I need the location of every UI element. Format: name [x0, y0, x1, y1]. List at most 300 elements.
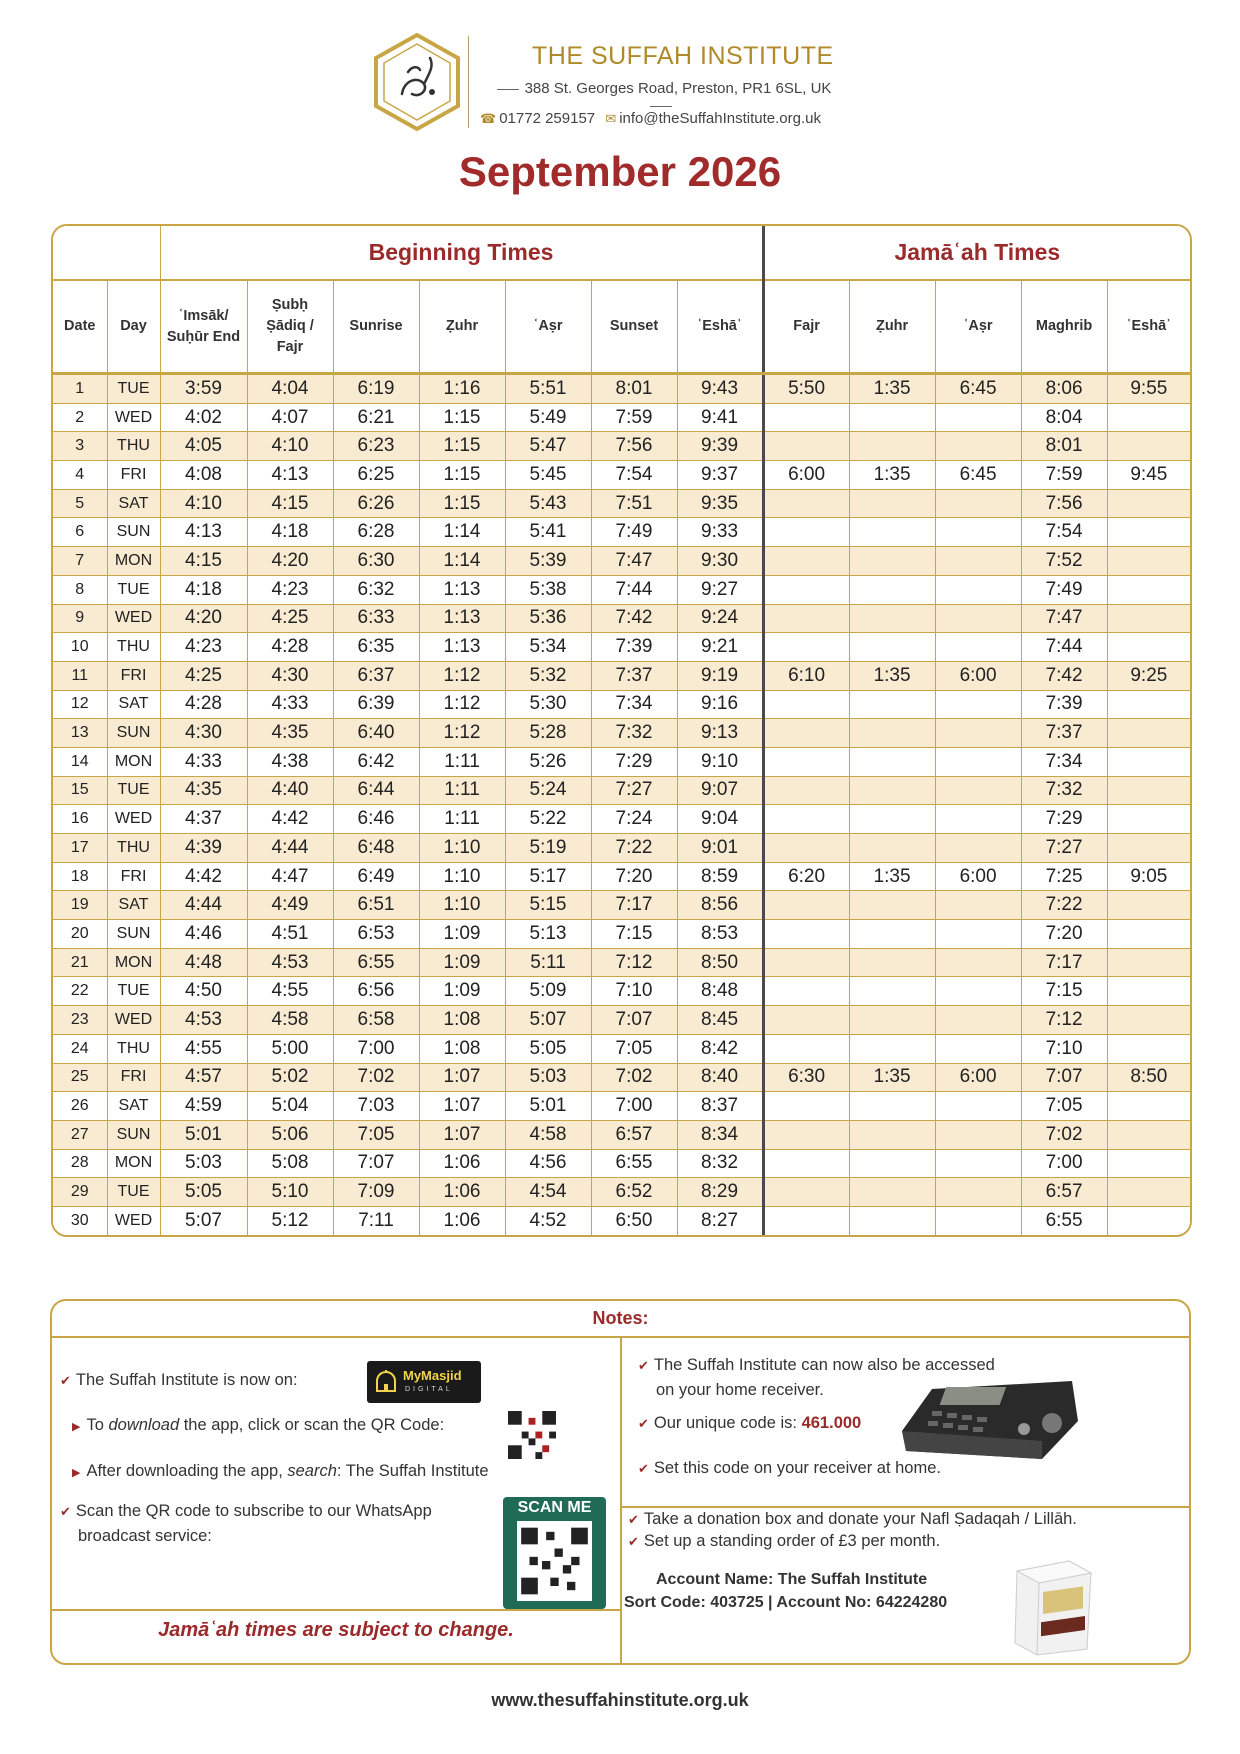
- cell-asr: 5:15: [505, 891, 591, 920]
- cell-subh: 4:20: [247, 547, 333, 576]
- cell-day: WED: [107, 604, 160, 633]
- cell-j-asr: 6:45: [935, 461, 1021, 490]
- cell-subh: 5:06: [247, 1120, 333, 1149]
- header: [372, 32, 892, 142]
- cell-sunset: 7:00: [591, 1092, 677, 1121]
- cell-sunrise: 6:23: [333, 432, 419, 461]
- cell-j-asr: 6:00: [935, 661, 1021, 690]
- cell-esha: 9:41: [677, 403, 763, 432]
- cell-sunset: 6:52: [591, 1178, 677, 1207]
- cell-j-zuhr: [849, 1092, 935, 1121]
- cell-sunset: 7:39: [591, 633, 677, 662]
- cell-j-esha: [1107, 1178, 1190, 1207]
- cell-j-maghrib: 7:25: [1021, 862, 1107, 891]
- cell-esha: 8:50: [677, 948, 763, 977]
- tick-icon: ✔: [628, 1534, 639, 1549]
- cell-j-zuhr: [849, 1034, 935, 1063]
- cell-j-esha: [1107, 432, 1190, 461]
- cell-date: 25: [53, 1063, 107, 1092]
- cell-asr: 4:56: [505, 1149, 591, 1178]
- tick-icon: ✔: [628, 1512, 639, 1527]
- cell-j-maghrib: 7:27: [1021, 834, 1107, 863]
- cell-sunrise: 6:56: [333, 977, 419, 1006]
- cell-asr: 5:45: [505, 461, 591, 490]
- note-receiver: ✔ The Suffah Institute can now also be accessed on your home receiver.: [638, 1356, 995, 1399]
- cell-zuhr: 1:15: [419, 432, 505, 461]
- notes-divider: [620, 1336, 622, 1663]
- cell-j-asr: [935, 518, 1021, 547]
- cell-j-maghrib: 7:20: [1021, 920, 1107, 949]
- cell-date: 1: [53, 374, 107, 404]
- cell-imsak: 4:28: [160, 690, 247, 719]
- cell-esha: 9:04: [677, 805, 763, 834]
- cell-date: 4: [53, 461, 107, 490]
- cell-day: SAT: [107, 1092, 160, 1121]
- cell-sunrise: 7:02: [333, 1063, 419, 1092]
- cell-sunrise: 7:05: [333, 1120, 419, 1149]
- cell-j-esha: [1107, 834, 1190, 863]
- cell-sunrise: 6:42: [333, 747, 419, 776]
- cell-asr: 5:41: [505, 518, 591, 547]
- cell-j-maghrib: 7:56: [1021, 489, 1107, 518]
- cell-sunset: 7:02: [591, 1063, 677, 1092]
- cell-esha: 9:01: [677, 834, 763, 863]
- cell-sunrise: 6:35: [333, 633, 419, 662]
- cell-j-fajr: [763, 719, 849, 748]
- cell-j-zuhr: [849, 1006, 935, 1035]
- cell-zuhr: 1:11: [419, 776, 505, 805]
- cell-subh: 4:23: [247, 575, 333, 604]
- cell-esha: 8:53: [677, 920, 763, 949]
- cell-day: SAT: [107, 891, 160, 920]
- mymasjid-logo[interactable]: [367, 1361, 481, 1403]
- cell-day: SAT: [107, 489, 160, 518]
- cell-date: 12: [53, 690, 107, 719]
- cell-j-esha: [1107, 977, 1190, 1006]
- cell-asr: 4:52: [505, 1206, 591, 1234]
- cell-j-asr: [935, 747, 1021, 776]
- cell-date: 10: [53, 633, 107, 662]
- cell-asr: 5:01: [505, 1092, 591, 1121]
- cell-date: 17: [53, 834, 107, 863]
- tick-icon: ✔: [638, 1358, 649, 1373]
- cell-j-esha: [1107, 1034, 1190, 1063]
- cell-j-zuhr: [849, 1206, 935, 1234]
- cell-sunrise: 6:51: [333, 891, 419, 920]
- cell-j-zuhr: [849, 977, 935, 1006]
- cell-j-asr: [935, 1178, 1021, 1207]
- cell-j-fajr: [763, 633, 849, 662]
- cell-j-maghrib: 7:32: [1021, 776, 1107, 805]
- cell-j-zuhr: 1:35: [849, 461, 935, 490]
- cell-j-maghrib: 8:04: [1021, 403, 1107, 432]
- table-row: [53, 1149, 1190, 1178]
- cell-sunrise: 6:48: [333, 834, 419, 863]
- table-row: [53, 633, 1190, 662]
- cell-j-maghrib: 7:12: [1021, 1006, 1107, 1035]
- cell-j-zuhr: [849, 891, 935, 920]
- cell-j-zuhr: [849, 575, 935, 604]
- cell-j-asr: [935, 805, 1021, 834]
- col-jamah-asr: ʿAṣr: [935, 280, 1021, 374]
- cell-subh: 4:33: [247, 690, 333, 719]
- cell-imsak: 3:59: [160, 374, 247, 404]
- cell-j-asr: [935, 1092, 1021, 1121]
- cell-day: FRI: [107, 661, 160, 690]
- cell-zuhr: 1:08: [419, 1006, 505, 1035]
- cell-j-maghrib: 8:06: [1021, 374, 1107, 404]
- cell-zuhr: 1:15: [419, 461, 505, 490]
- cell-subh: 4:04: [247, 374, 333, 404]
- cell-subh: 4:42: [247, 805, 333, 834]
- cell-imsak: 4:15: [160, 547, 247, 576]
- cell-subh: 5:08: [247, 1149, 333, 1178]
- col-zuhr: Ẓuhr: [419, 280, 505, 374]
- cell-zuhr: 1:14: [419, 518, 505, 547]
- email-icon: ✉: [605, 111, 617, 126]
- cell-j-zuhr: [849, 1178, 935, 1207]
- cell-date: 9: [53, 604, 107, 633]
- cell-j-asr: [935, 575, 1021, 604]
- cell-esha: 8:27: [677, 1206, 763, 1234]
- cell-asr: 5:19: [505, 834, 591, 863]
- cell-day: MON: [107, 1149, 160, 1178]
- table-row: [53, 805, 1190, 834]
- arrow-icon: ▶: [72, 1467, 81, 1479]
- cell-sunset: 7:22: [591, 834, 677, 863]
- cell-sunrise: 6:55: [333, 948, 419, 977]
- cell-sunset: 7:54: [591, 461, 677, 490]
- cell-j-asr: [935, 977, 1021, 1006]
- cell-date: 11: [53, 661, 107, 690]
- cell-date: 21: [53, 948, 107, 977]
- group-header-jamah: Jamāʿah Times: [763, 226, 1190, 280]
- cell-esha: 9:07: [677, 776, 763, 805]
- cell-zuhr: 1:12: [419, 661, 505, 690]
- cell-sunset: 7:44: [591, 575, 677, 604]
- cell-day: TUE: [107, 776, 160, 805]
- cell-subh: 4:53: [247, 948, 333, 977]
- cell-subh: 4:44: [247, 834, 333, 863]
- cell-asr: 5:28: [505, 719, 591, 748]
- note-donate: ✔ Take a donation box and donate your Nafl Ṣadaqah / Lillāh.: [628, 1510, 1077, 1528]
- cell-day: SUN: [107, 518, 160, 547]
- cell-j-fajr: [763, 948, 849, 977]
- table-row: [53, 719, 1190, 748]
- cell-j-esha: [1107, 547, 1190, 576]
- org-email[interactable]: info@theSuffahInstitute.org.uk: [619, 110, 821, 127]
- cell-sunset: 7:49: [591, 518, 677, 547]
- cell-zuhr: 1:12: [419, 690, 505, 719]
- cell-j-asr: [935, 604, 1021, 633]
- cell-j-fajr: 5:50: [763, 374, 849, 404]
- table-row: [53, 776, 1190, 805]
- cell-asr: 5:05: [505, 1034, 591, 1063]
- cell-j-asr: [935, 1006, 1021, 1035]
- cell-sunrise: 6:49: [333, 862, 419, 891]
- cell-j-esha: [1107, 719, 1190, 748]
- cell-j-esha: [1107, 948, 1190, 977]
- cell-j-maghrib: 7:29: [1021, 805, 1107, 834]
- cell-esha: 9:37: [677, 461, 763, 490]
- cell-j-fajr: [763, 1178, 849, 1207]
- cell-esha: 8:40: [677, 1063, 763, 1092]
- cell-j-asr: [935, 489, 1021, 518]
- cell-subh: 4:13: [247, 461, 333, 490]
- cell-zuhr: 1:15: [419, 489, 505, 518]
- cell-esha: 9:16: [677, 690, 763, 719]
- logo-hexagon-icon: [372, 32, 462, 132]
- cell-j-asr: [935, 948, 1021, 977]
- cell-day: THU: [107, 432, 160, 461]
- cell-j-maghrib: 7:49: [1021, 575, 1107, 604]
- col-asr: ʿAṣr: [505, 280, 591, 374]
- cell-subh: 4:18: [247, 518, 333, 547]
- tick-icon: ✔: [60, 1373, 71, 1388]
- col-date: Date: [53, 280, 107, 374]
- cell-zuhr: 1:07: [419, 1092, 505, 1121]
- table-row: [53, 547, 1190, 576]
- cell-date: 14: [53, 747, 107, 776]
- cell-sunrise: 6:30: [333, 547, 419, 576]
- cell-sunrise: 6:25: [333, 461, 419, 490]
- cell-zuhr: 1:16: [419, 374, 505, 404]
- cell-date: 28: [53, 1149, 107, 1178]
- cell-zuhr: 1:06: [419, 1149, 505, 1178]
- cell-subh: 4:49: [247, 891, 333, 920]
- org-address: 388 St. Georges Road, Preston, PR1 6SL, UK: [478, 80, 844, 114]
- cell-zuhr: 1:14: [419, 547, 505, 576]
- table-row: [53, 432, 1190, 461]
- cell-imsak: 4:30: [160, 719, 247, 748]
- timetable-body: [53, 374, 1190, 1235]
- cell-asr: 5:43: [505, 489, 591, 518]
- cell-date: 30: [53, 1206, 107, 1234]
- cell-day: WED: [107, 1006, 160, 1035]
- cell-zuhr: 1:11: [419, 805, 505, 834]
- cell-esha: 9:33: [677, 518, 763, 547]
- cell-esha: 8:42: [677, 1034, 763, 1063]
- cell-imsak: 4:37: [160, 805, 247, 834]
- cell-subh: 4:35: [247, 719, 333, 748]
- cell-sunrise: 7:07: [333, 1149, 419, 1178]
- cell-j-fajr: [763, 518, 849, 547]
- cell-asr: 5:36: [505, 604, 591, 633]
- cell-esha: 8:37: [677, 1092, 763, 1121]
- cell-asr: 5:09: [505, 977, 591, 1006]
- cell-zuhr: 1:13: [419, 575, 505, 604]
- cell-asr: 5:30: [505, 690, 591, 719]
- cell-esha: 9:10: [677, 747, 763, 776]
- cell-j-asr: [935, 633, 1021, 662]
- cell-j-esha: [1107, 633, 1190, 662]
- col-day: Day: [107, 280, 160, 374]
- org-contact: [480, 110, 821, 127]
- tick-icon: ✔: [638, 1416, 649, 1431]
- table-row: [53, 690, 1190, 719]
- cell-date: 7: [53, 547, 107, 576]
- cell-j-maghrib: 7:10: [1021, 1034, 1107, 1063]
- donation-box-icon: [1007, 1557, 1095, 1657]
- cell-j-fajr: [763, 776, 849, 805]
- cell-date: 5: [53, 489, 107, 518]
- cell-j-asr: 6:00: [935, 1063, 1021, 1092]
- col-jamah-maghrib: Maghrib: [1021, 280, 1107, 374]
- cell-zuhr: 1:07: [419, 1120, 505, 1149]
- cell-imsak: 4:46: [160, 920, 247, 949]
- footer-website[interactable]: www.thesuffahinstitute.org.uk: [491, 1690, 749, 1710]
- cell-j-esha: [1107, 1006, 1190, 1035]
- cell-date: 24: [53, 1034, 107, 1063]
- cell-esha: 9:24: [677, 604, 763, 633]
- cell-j-maghrib: 7:00: [1021, 1149, 1107, 1178]
- cell-j-esha: [1107, 1149, 1190, 1178]
- cell-j-esha: [1107, 1092, 1190, 1121]
- cell-j-maghrib: 7:15: [1021, 977, 1107, 1006]
- whatsapp-qr-code[interactable]: [503, 1497, 606, 1609]
- cell-imsak: 4:33: [160, 747, 247, 776]
- cell-sunrise: 6:28: [333, 518, 419, 547]
- table-row: [53, 891, 1190, 920]
- cell-j-fajr: [763, 690, 849, 719]
- cell-sunset: 7:32: [591, 719, 677, 748]
- cell-j-maghrib: 7:22: [1021, 891, 1107, 920]
- cell-sunset: 7:24: [591, 805, 677, 834]
- cell-sunrise: 7:03: [333, 1092, 419, 1121]
- cell-date: 19: [53, 891, 107, 920]
- cell-sunset: 7:29: [591, 747, 677, 776]
- cell-subh: 4:15: [247, 489, 333, 518]
- cell-esha: 8:59: [677, 862, 763, 891]
- cell-day: THU: [107, 1034, 160, 1063]
- cell-j-esha: 9:05: [1107, 862, 1190, 891]
- org-phone: 01772 259157: [499, 110, 596, 127]
- cell-j-zuhr: [849, 747, 935, 776]
- cell-sunrise: 6:39: [333, 690, 419, 719]
- cell-esha: 9:27: [677, 575, 763, 604]
- cell-subh: 4:55: [247, 977, 333, 1006]
- note-whatsapp: ✔ Scan the QR code to subscribe to our WhatsApp broadcast service:: [60, 1502, 432, 1545]
- cell-j-esha: [1107, 575, 1190, 604]
- cell-j-zuhr: [849, 776, 935, 805]
- cell-esha: 9:13: [677, 719, 763, 748]
- cell-subh: 4:47: [247, 862, 333, 891]
- cell-j-fajr: [763, 747, 849, 776]
- cell-day: TUE: [107, 374, 160, 404]
- cell-zuhr: 1:06: [419, 1206, 505, 1234]
- cell-j-zuhr: [849, 633, 935, 662]
- cell-j-fajr: [763, 920, 849, 949]
- cell-j-esha: [1107, 489, 1190, 518]
- cell-j-fajr: 6:00: [763, 461, 849, 490]
- cell-asr: 5:07: [505, 1006, 591, 1035]
- cell-day: WED: [107, 403, 160, 432]
- cell-j-esha: 9:55: [1107, 374, 1190, 404]
- cell-j-asr: [935, 776, 1021, 805]
- cell-sunrise: 6:19: [333, 374, 419, 404]
- table-row: [53, 977, 1190, 1006]
- cell-sunset: 7:07: [591, 1006, 677, 1035]
- cell-subh: 4:40: [247, 776, 333, 805]
- cell-subh: 4:28: [247, 633, 333, 662]
- cell-sunset: 7:05: [591, 1034, 677, 1063]
- cell-sunrise: 6:44: [333, 776, 419, 805]
- cell-sunset: 7:34: [591, 690, 677, 719]
- cell-subh: 4:07: [247, 403, 333, 432]
- cell-j-fajr: [763, 1092, 849, 1121]
- cell-j-esha: [1107, 403, 1190, 432]
- cell-j-fajr: [763, 575, 849, 604]
- cell-j-asr: [935, 1034, 1021, 1063]
- col-sunset: Sunset: [591, 280, 677, 374]
- cell-j-esha: 9:25: [1107, 661, 1190, 690]
- cell-asr: 5:39: [505, 547, 591, 576]
- cell-subh: 4:25: [247, 604, 333, 633]
- cell-j-maghrib: 8:01: [1021, 432, 1107, 461]
- cell-asr: 5:17: [505, 862, 591, 891]
- org-name: THE SUFFAH INSTITUTE: [532, 42, 834, 70]
- cell-imsak: 4:23: [160, 633, 247, 662]
- cell-imsak: 4:59: [160, 1092, 247, 1121]
- cell-esha: 8:56: [677, 891, 763, 920]
- cell-date: 13: [53, 719, 107, 748]
- cell-sunset: 7:10: [591, 977, 677, 1006]
- cell-j-zuhr: [849, 432, 935, 461]
- cell-zuhr: 1:13: [419, 633, 505, 662]
- cell-j-esha: [1107, 747, 1190, 776]
- cell-imsak: 4:18: [160, 575, 247, 604]
- cell-j-fajr: 6:20: [763, 862, 849, 891]
- col-jamah-esha: ʿEshāʾ: [1107, 280, 1190, 374]
- cell-j-zuhr: [849, 547, 935, 576]
- cell-asr: 5:49: [505, 403, 591, 432]
- cell-zuhr: 1:08: [419, 1034, 505, 1063]
- cell-j-esha: 9:45: [1107, 461, 1190, 490]
- cell-imsak: 4:02: [160, 403, 247, 432]
- cell-j-zuhr: [849, 1149, 935, 1178]
- cell-imsak: 4:42: [160, 862, 247, 891]
- cell-zuhr: 1:09: [419, 977, 505, 1006]
- table-row: [53, 604, 1190, 633]
- cell-asr: 4:58: [505, 1120, 591, 1149]
- cell-subh: 5:00: [247, 1034, 333, 1063]
- cell-j-asr: [935, 891, 1021, 920]
- cell-zuhr: 1:10: [419, 834, 505, 863]
- cell-zuhr: 1:06: [419, 1178, 505, 1207]
- note-download: ▶ To download the app, click or scan the QR Code:: [72, 1416, 445, 1434]
- notes-title: Notes:: [52, 1301, 1189, 1338]
- cell-j-asr: [935, 432, 1021, 461]
- col-imsak: ʿImsāk/ Suḥūr End: [160, 280, 247, 374]
- cell-j-zuhr: 1:35: [849, 862, 935, 891]
- tick-icon: ✔: [60, 1504, 71, 1519]
- cell-asr: 5:38: [505, 575, 591, 604]
- cell-j-fajr: [763, 1120, 849, 1149]
- qr-code-icon[interactable]: [508, 1411, 556, 1459]
- cell-j-asr: [935, 1149, 1021, 1178]
- cell-j-fajr: [763, 547, 849, 576]
- cell-j-maghrib: 7:42: [1021, 661, 1107, 690]
- cell-date: 20: [53, 920, 107, 949]
- cell-imsak: 4:10: [160, 489, 247, 518]
- cell-date: 6: [53, 518, 107, 547]
- cell-esha: 9:39: [677, 432, 763, 461]
- cell-j-maghrib: 7:07: [1021, 1063, 1107, 1092]
- cell-asr: 5:32: [505, 661, 591, 690]
- col-sunrise: Sunrise: [333, 280, 419, 374]
- table-row: [53, 1006, 1190, 1035]
- table-row: [53, 920, 1190, 949]
